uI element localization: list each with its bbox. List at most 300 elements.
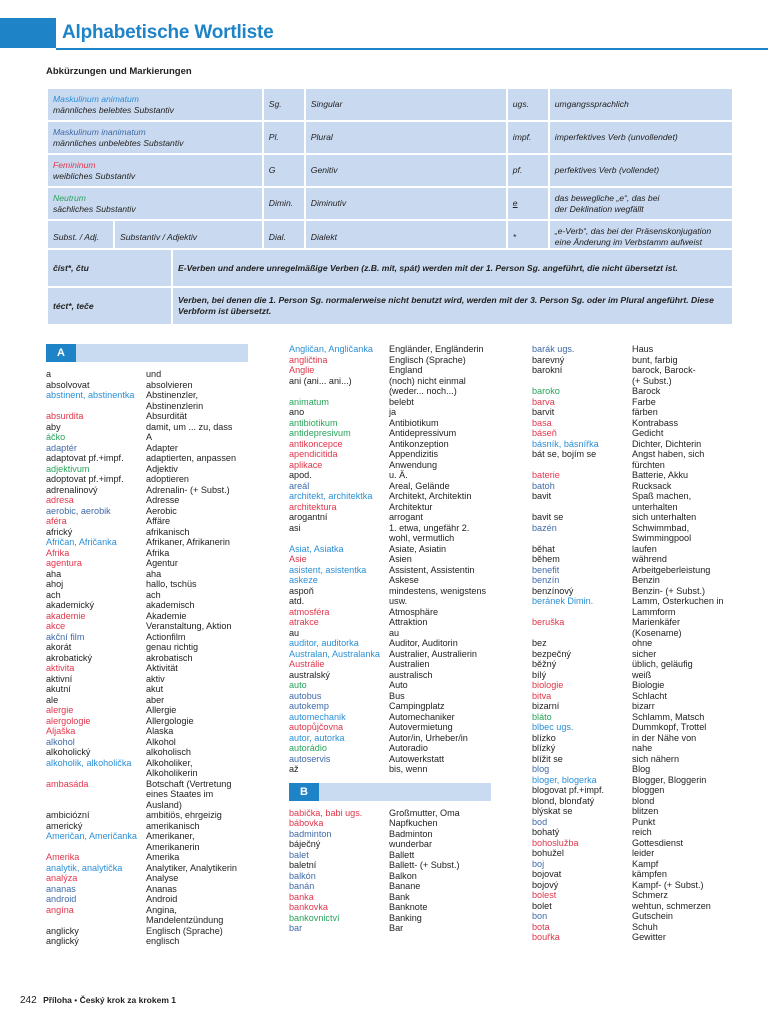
german-translation: Abstinenzlerin: [146, 400, 204, 411]
german-translation: wunderbar: [389, 839, 432, 849]
list-item: [532, 827, 742, 838]
german-translation: Rucksack: [632, 480, 672, 491]
list-item: [289, 754, 491, 765]
abbr-key: Sg.: [263, 88, 305, 121]
german-translation: au: [389, 627, 400, 638]
german-translation: unterhalten: [632, 501, 678, 512]
list-item: [532, 376, 742, 387]
list-item: [532, 701, 742, 712]
list-item: [46, 611, 248, 622]
list-item: [289, 743, 491, 754]
german-translation: afrikanisch: [146, 526, 190, 537]
german-translation: Ausland): [146, 799, 182, 810]
czech-word: běhat: [532, 543, 555, 554]
czech-word: [289, 386, 292, 396]
list-item: [289, 418, 491, 429]
list-item: [46, 579, 248, 590]
list-item: [289, 502, 491, 513]
list-item: [46, 390, 248, 401]
german-translation: und: [146, 369, 162, 379]
czech-word: ani (ani... ani...): [289, 375, 352, 386]
czech-word: [532, 533, 535, 543]
german-translation: ohne: [632, 638, 653, 648]
word-column-2: [289, 344, 491, 934]
list-item: [532, 764, 742, 775]
czech-word: [46, 915, 49, 925]
german-translation: Asiate, Asiatin: [389, 543, 447, 554]
list-item: [289, 344, 491, 355]
czech-word: autokemp: [289, 701, 329, 711]
czech-word: benzín: [532, 575, 560, 585]
czech-word: adoptovat pf.+impf.: [46, 474, 124, 484]
german-translation: Balkon: [389, 870, 417, 881]
german-translation: bizarr: [632, 701, 655, 711]
czech-word: balet: [289, 849, 309, 860]
list-item: [289, 491, 491, 502]
list-item: [532, 838, 742, 849]
list-item: [532, 733, 742, 744]
czech-word: bojový: [532, 879, 559, 890]
list-item: [532, 628, 742, 639]
list-item: [532, 428, 742, 439]
german-translation: Ballett- (+ Subst.): [389, 860, 460, 870]
czech-word: Asie: [289, 554, 307, 564]
list-item: [532, 743, 742, 754]
czech-word: bohoslužba: [532, 837, 579, 848]
german-translation: ja: [389, 407, 397, 417]
list-item: [289, 871, 491, 882]
czech-word: antikoncepce: [289, 438, 343, 449]
list-item: [46, 936, 248, 947]
czech-word: africký: [46, 526, 73, 537]
german-translation: (noch) nicht einmal: [389, 375, 466, 386]
czech-word: bon: [532, 911, 548, 921]
german-translation: Kontrabass: [632, 417, 679, 428]
list-item: [532, 386, 742, 397]
note-text: Verben, bei denen die 1. Person Sg. normalerweise nicht benutzt wird, werden mit der 3. Person Sg. oder im Plural angeführt. Diese Verbform ist übersetzt.: [172, 287, 733, 325]
german-translation: Analyse: [146, 873, 179, 883]
list-item: [532, 344, 742, 355]
german-translation: leider: [632, 848, 655, 858]
german-translation: Autoradio: [389, 743, 428, 753]
list-item: [46, 674, 248, 685]
czech-word: badminton: [289, 828, 332, 839]
list-item: [46, 432, 248, 443]
german-translation: englisch: [146, 936, 180, 946]
czech-word: biologie: [532, 680, 564, 690]
list-item: [289, 460, 491, 471]
list-item: [532, 397, 742, 408]
list-item: [289, 512, 491, 523]
german-translation: üblich, geläufig: [632, 659, 693, 669]
list-item: [532, 638, 742, 649]
czech-word: ale: [46, 694, 59, 705]
czech-word: asi: [289, 522, 301, 533]
list-item: [289, 701, 491, 712]
german-translation: Australier, Australierin: [389, 648, 477, 659]
list-item: [289, 596, 491, 607]
czech-word: [532, 628, 535, 638]
czech-word: [532, 607, 535, 617]
czech-word: autopůjčovna: [289, 722, 344, 732]
german-translation: belebt: [389, 396, 414, 407]
czech-word: askeze: [289, 575, 318, 585]
czech-word: blýskat se: [532, 806, 573, 816]
list-item: [532, 932, 742, 943]
czech-word: bizarní: [532, 701, 560, 711]
list-item: [532, 754, 742, 765]
list-item: [46, 600, 248, 611]
czech-word: baletní: [289, 860, 317, 870]
list-item: [289, 554, 491, 565]
czech-word: atrakce: [289, 617, 319, 627]
list-item: [46, 905, 248, 916]
czech-word: adaptér: [46, 442, 77, 453]
german-translation: barock, Barock-: [632, 365, 696, 375]
german-translation: amerikanisch: [146, 820, 200, 831]
czech-word: benefit: [532, 564, 560, 575]
german-translation: Autovermietung: [389, 722, 453, 732]
list-item: [46, 516, 248, 527]
list-item: [289, 638, 491, 649]
czech-word: analytik, analytička: [46, 862, 123, 873]
german-translation: adoptieren: [146, 474, 189, 484]
word-column-1: [46, 344, 248, 947]
german-translation: Amerikaner,: [146, 831, 195, 841]
abbr-key: G: [263, 154, 305, 187]
german-translation: Ananas: [146, 883, 177, 894]
list-item: [289, 913, 491, 924]
list-item: [289, 565, 491, 576]
czech-word: blogovat pf.+impf.: [532, 785, 605, 795]
german-translation: Alkohol: [146, 736, 176, 747]
czech-word: bankovka: [289, 902, 328, 912]
list-item: [532, 785, 742, 796]
czech-word: bojovat: [532, 869, 562, 879]
german-translation: Aktivität: [146, 663, 178, 673]
czech-word: angličtina: [289, 354, 328, 365]
czech-word: [289, 533, 292, 543]
czech-word: alkoholický: [46, 747, 91, 757]
list-item: [46, 464, 248, 475]
czech-word: barva: [532, 396, 555, 407]
list-item: [532, 670, 742, 681]
list-item: [289, 829, 491, 840]
czech-word: bezpečný: [532, 648, 571, 659]
note-text: E-Verben und andere unregelmäßige Verben (z.B. mít, spát) werden mit der 1. Person Sg. angeführt, die nicht übersetzt ist.: [172, 249, 733, 287]
list-item: [532, 523, 742, 534]
title-underline: [56, 48, 768, 50]
list-item: [46, 422, 248, 433]
czech-word: [532, 460, 535, 470]
german-translation: genau richtig: [146, 642, 199, 652]
list-item: [289, 860, 491, 871]
list-item: [532, 470, 742, 481]
list-item: [46, 548, 248, 559]
czech-word: americký: [46, 820, 83, 831]
german-translation: Biologie: [632, 680, 665, 690]
german-translation: Australien: [389, 659, 430, 669]
german-translation: Haus: [632, 344, 654, 354]
german-translation: arrogant: [389, 512, 423, 522]
list-item: [532, 449, 742, 460]
czech-word: alkohol: [46, 736, 75, 747]
list-item: [46, 684, 248, 695]
list-item: [46, 810, 248, 821]
german-translation: Gottesdienst: [632, 837, 684, 848]
german-translation: akut: [146, 684, 164, 694]
abbr-value: Substantiv / Adjektiv: [114, 220, 263, 254]
german-translation: in der Nähe von: [632, 732, 697, 743]
list-item: [532, 355, 742, 366]
german-translation: (weder... noch...): [389, 386, 457, 396]
czech-word: adaptovat pf.+impf.: [46, 453, 124, 463]
czech-word: bez: [532, 638, 547, 648]
czech-word: ambiciózní: [46, 810, 90, 820]
german-translation: Automechaniker: [389, 711, 455, 722]
list-item: [289, 386, 491, 397]
czech-word: boj: [532, 858, 545, 869]
list-item: [289, 523, 491, 534]
list-item: [532, 481, 742, 492]
list-item: [46, 453, 248, 464]
czech-word: akutní: [46, 684, 71, 694]
german-translation: reich: [632, 827, 652, 837]
list-item: [532, 575, 742, 586]
list-item: [46, 642, 248, 653]
german-translation: Gewitter: [632, 932, 666, 942]
czech-word: barokní: [532, 365, 563, 375]
list-item: [46, 884, 248, 895]
note-key: číst*, čtu: [47, 249, 172, 287]
german-translation: Blogger, Bloggerin: [632, 774, 707, 785]
footer-section: Příloha: [43, 995, 72, 1005]
czech-word: android: [46, 894, 77, 904]
czech-word: alergie: [46, 705, 74, 715]
german-translation: Großmutter, Oma: [389, 807, 460, 818]
german-translation: Farbe: [632, 396, 656, 407]
german-translation: ach: [146, 589, 161, 600]
abbr-key: *: [507, 220, 549, 254]
list-item: [532, 502, 742, 513]
czech-word: akční film: [46, 631, 85, 642]
list-item: [289, 439, 491, 450]
czech-word: autorádio: [289, 743, 327, 753]
page-footer: 242 Příloha • Český krok za krokem 1: [20, 995, 176, 1006]
abbr-value: Genitiv: [305, 154, 507, 187]
list-item: [46, 926, 248, 937]
list-item: [532, 901, 742, 912]
list-item: [46, 653, 248, 664]
list-item: [532, 817, 742, 828]
german-translation: Banknote: [389, 902, 428, 912]
list-item: [289, 586, 491, 597]
czech-word: areál: [289, 480, 310, 491]
list-item: [46, 789, 248, 800]
german-translation: akrobatisch: [146, 652, 193, 663]
german-translation: nahe: [632, 743, 653, 753]
czech-word: auditor, auditorka: [289, 638, 359, 648]
german-translation: Adrenalin- (+ Subst.): [146, 484, 230, 495]
czech-word: bláto: [532, 711, 552, 722]
german-translation: Kampf- (+ Subst.): [632, 879, 704, 890]
german-translation: Ballett: [389, 849, 415, 860]
german-translation: Akademie: [146, 610, 187, 621]
czech-word: Austrálie: [289, 659, 325, 669]
czech-word: apendicitida: [289, 449, 338, 459]
section-letter: B: [289, 783, 319, 801]
german-translation: Amerikanerin: [146, 841, 200, 852]
list-item: [532, 796, 742, 807]
list-item: [46, 768, 248, 779]
czech-word: bílý: [532, 669, 547, 680]
abbr-value: „e-Verb“, das bei der Präsenskonjugation eine Änderung im Verbstamm aufweist: [549, 220, 733, 254]
page-number: 242: [20, 995, 37, 1006]
list-item: [289, 376, 491, 387]
czech-word: áčko: [46, 432, 66, 442]
german-translation: Englisch (Sprache): [146, 925, 223, 936]
word-column-3: [532, 344, 742, 943]
german-translation: sich nähern: [632, 753, 680, 764]
list-item: [46, 863, 248, 874]
czech-word: architekt, architektka: [289, 491, 373, 501]
list-item: [46, 401, 248, 412]
czech-word: akce: [46, 621, 66, 631]
list-item: [46, 443, 248, 454]
czech-word: antidepresivum: [289, 428, 351, 438]
german-translation: ambitiös, ehrgeizig: [146, 810, 222, 820]
list-item: [289, 607, 491, 618]
german-translation: Aerobic: [146, 505, 177, 516]
section-letter: A: [46, 344, 76, 362]
czech-word: bazén: [532, 522, 557, 533]
footer-book: Český krok za krokem 1: [79, 995, 176, 1005]
list-item: [532, 407, 742, 418]
czech-word: alergologie: [46, 715, 91, 726]
list-item: [289, 691, 491, 702]
czech-word: aha: [46, 568, 62, 579]
legend-inan: Maskulinum inanimatum männliches unbelebtes Substantiv: [47, 121, 263, 154]
legend-fem: Femininum weibliches Substantiv: [47, 154, 263, 187]
czech-word: aplikace: [289, 459, 323, 470]
list-item: [289, 407, 491, 418]
list-item: [46, 705, 248, 716]
german-translation: Antidepressivum: [389, 428, 457, 438]
list-item: [289, 397, 491, 408]
german-translation: Blog: [632, 764, 651, 774]
list-item: [532, 848, 742, 859]
czech-word: batoh: [532, 480, 555, 491]
list-item: [289, 544, 491, 555]
czech-word: bolest: [532, 890, 557, 900]
german-translation: Batterie, Akku: [632, 470, 689, 480]
german-translation: Architekt, Architektin: [389, 491, 472, 501]
czech-word: Američan, Američanka: [46, 831, 137, 841]
german-translation: Antikonzeption: [389, 438, 449, 449]
abbr-key: Dimin.: [263, 187, 305, 220]
list-item: [532, 586, 742, 597]
czech-word: bolet: [532, 900, 552, 911]
list-item: [46, 726, 248, 737]
german-translation: 1. etwa, ungefähr 2.: [389, 522, 470, 533]
czech-word: autoservis: [289, 753, 331, 764]
german-translation: Attraktion: [389, 617, 428, 627]
german-translation: Autowerkstatt: [389, 753, 445, 764]
german-translation: Bar: [389, 923, 404, 933]
czech-word: arogantní: [289, 512, 328, 522]
czech-word: akrobatický: [46, 652, 92, 663]
czech-word: atd.: [289, 596, 305, 606]
list-item: [289, 355, 491, 366]
abbr-value: Singular: [305, 88, 507, 121]
german-translation: laufen: [632, 543, 657, 554]
german-translation: bunt, farbig: [632, 354, 678, 365]
czech-word: aféra: [46, 516, 67, 526]
czech-word: ananas: [46, 883, 76, 894]
czech-word: basa: [532, 417, 552, 428]
czech-word: akademický: [46, 600, 95, 610]
czech-word: au: [289, 627, 300, 638]
abbr-key: Pl.: [263, 121, 305, 154]
list-item: [532, 649, 742, 660]
abbr-key: e: [507, 187, 549, 220]
list-item: [46, 527, 248, 538]
german-translation: Absurdität: [146, 411, 187, 421]
czech-word: ano: [289, 407, 305, 417]
list-item: [289, 733, 491, 744]
german-translation: Swimmingpool: [632, 533, 692, 543]
list-item: [46, 894, 248, 905]
list-item: [46, 831, 248, 842]
list-item: [46, 474, 248, 485]
german-translation: Banking: [389, 912, 422, 923]
list-item: [46, 915, 248, 926]
german-translation: Analytiker, Analytikerin: [146, 862, 237, 873]
list-item: [289, 722, 491, 733]
list-item: [289, 533, 491, 544]
czech-word: adresa: [46, 495, 74, 505]
czech-word: absurdita: [46, 411, 84, 421]
czech-word: bloger, blogerka: [532, 774, 597, 785]
list-item: [532, 911, 742, 922]
czech-word: ahoj: [46, 579, 64, 589]
german-translation: Appendizitis: [389, 449, 439, 459]
czech-word: benzínový: [532, 585, 574, 596]
list-item: [532, 691, 742, 702]
list-item: [532, 491, 742, 502]
list-item: [46, 758, 248, 769]
german-translation: Atmosphäre: [389, 606, 439, 617]
german-translation: Benzin- (+ Subst.): [632, 585, 706, 596]
list-item: [46, 873, 248, 884]
list-item: [289, 481, 491, 492]
german-translation: akademisch: [146, 600, 195, 610]
german-translation: Alkoholiker,: [146, 757, 193, 768]
german-translation: Assistent, Assistentin: [389, 564, 475, 575]
german-translation: Spaß machen,: [632, 491, 692, 501]
list-item: [46, 800, 248, 811]
czech-word: angína: [46, 904, 74, 915]
czech-word: apod.: [289, 470, 312, 480]
list-item: [532, 880, 742, 891]
list-item: [532, 722, 742, 733]
czech-word: blbec ugs.: [532, 722, 574, 732]
czech-word: akorát: [46, 642, 72, 652]
list-item: [46, 621, 248, 632]
german-translation: Askese: [389, 575, 419, 585]
list-item: [532, 533, 742, 544]
list-item: [46, 663, 248, 674]
